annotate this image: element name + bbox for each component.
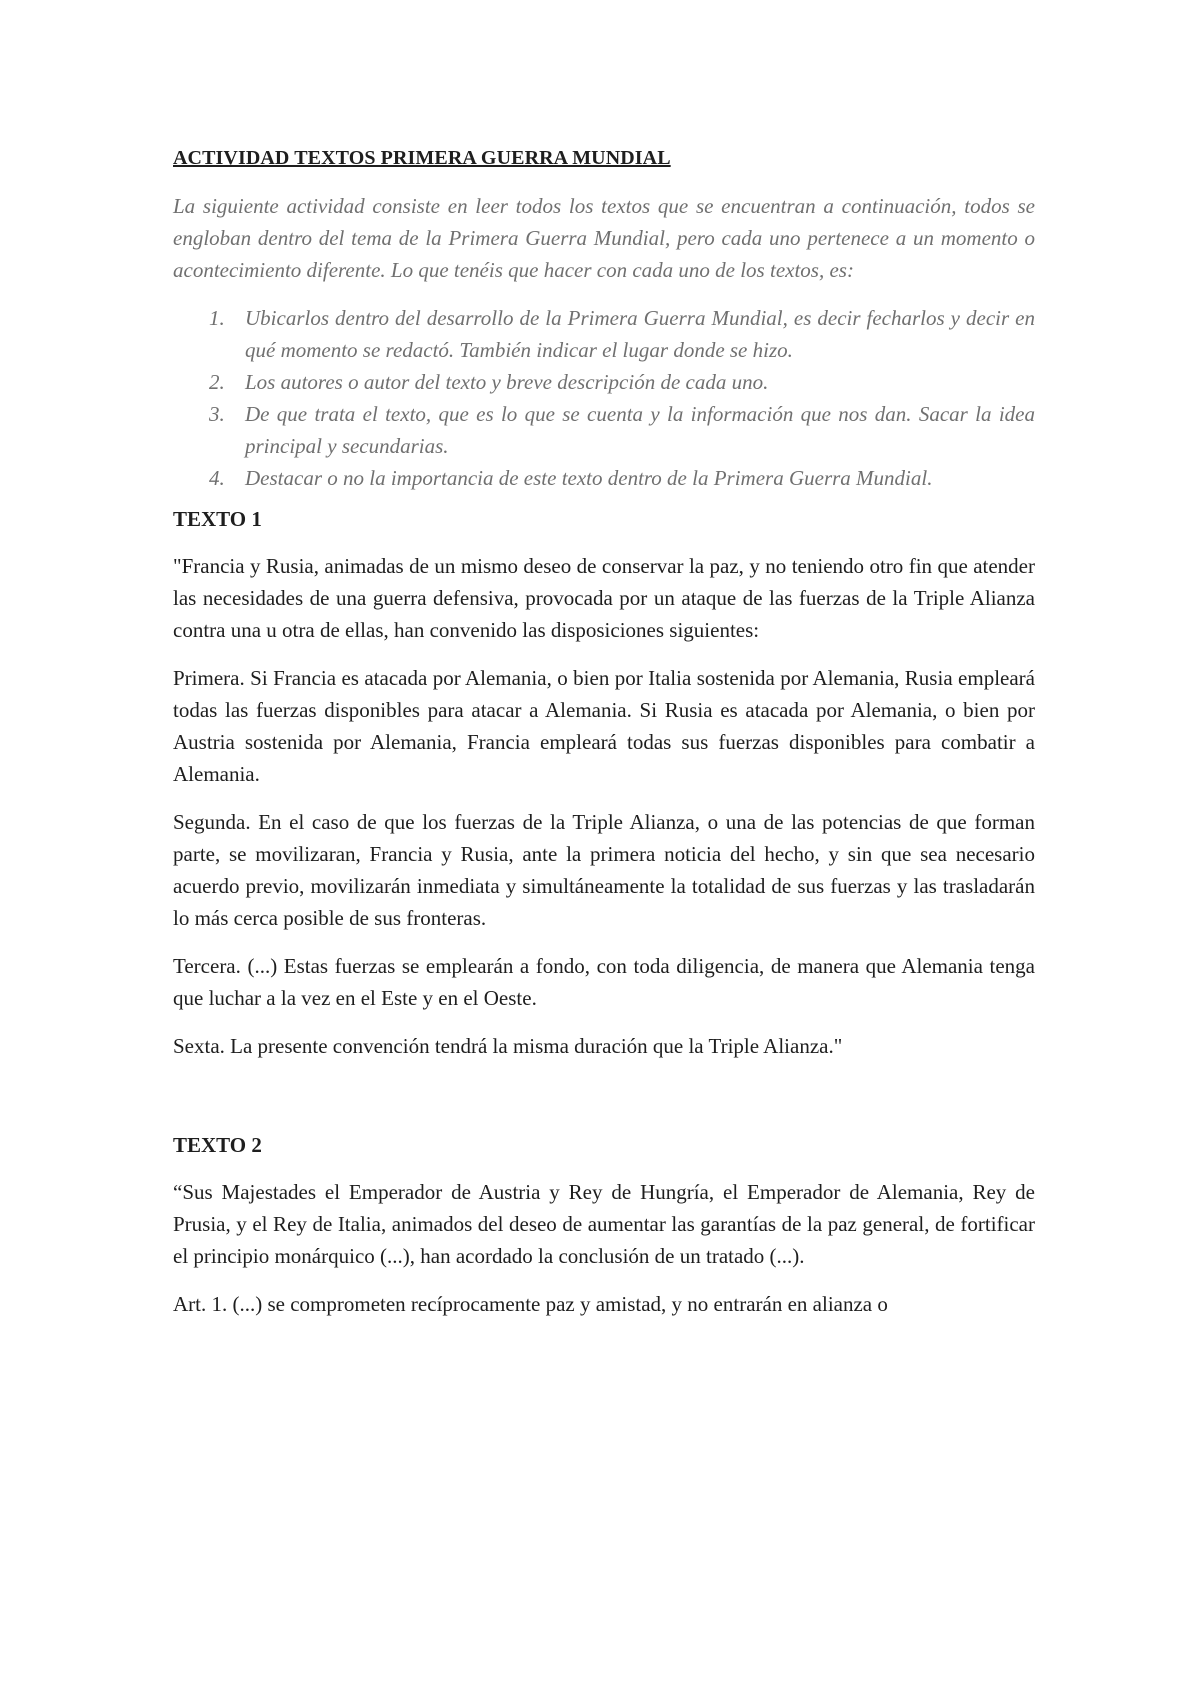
section-spacer <box>173 1078 1035 1124</box>
texto2-paragraph: “Sus Majestades el Emperador de Austria y Rey de Hungría, el Emperador de Alemania, Rey de Prusia, y el Rey de Italia, animados del deseo de aumentar las garantías de la paz general, de fortificar el principio monárquico (...), han acordado la conclusión de un tratado (...). <box>173 1180 1035 1268</box>
texto1-paragraph: "Francia y Rusia, animadas de un mismo deseo de conservar la paz, y no teniendo otro fin que atender las necesidades de una guerra defensiva, provocada por un ataque de las fuerzas de la Triple Alianza contra una u otra de ellas, han convenido las disposiciones siguientes: <box>173 554 1035 642</box>
list-item-text: Los autores o autor del texto y breve descripción de cada uno. <box>245 370 769 394</box>
list-item <box>209 462 1035 494</box>
list-item-text: De que trata el texto, que es lo que se cuenta y la información que nos dan. Sacar la idea principal y secundarias. <box>245 402 1035 458</box>
document-body <box>173 144 1035 1336</box>
list-item-text: Ubicarlos dentro del desarrollo de la Primera Guerra Mundial, es decir fecharlos y decir en qué momento se redactó. También indicar el lugar donde se hizo. <box>245 306 1035 362</box>
texto2-heading: TEXTO 2 <box>173 1133 262 1157</box>
list-item <box>209 398 1035 462</box>
texto1-paragraph: Tercera. (...) Estas fuerzas se emplearán a fondo, con toda diligencia, de manera que Alemania tenga que luchar a la vez en el Este y en el Oeste. <box>173 954 1035 1010</box>
list-item-number: 1. <box>209 306 225 330</box>
list-item-text: Destacar o no la importancia de este texto dentro de la Primera Guerra Mundial. <box>245 466 933 490</box>
list-item-number: 4. <box>209 466 225 490</box>
texto1-paragraph: Primera. Si Francia es atacada por Alemania, o bien por Italia sostenida por Alemania, Rusia empleará todas las fuerzas disponibles para atacar a Alemania. Si Rusia es atacada por Alemania, o bien por Austria sostenida por Alemania, Francia empleará todas sus fuerzas disponibles para combatir a Alemania. <box>173 666 1035 786</box>
document-title: ACTIVIDAD TEXTOS PRIMERA GUERRA MUNDIAL <box>173 147 671 169</box>
list-item-number: 3. <box>209 402 225 426</box>
texto2-paragraph: Art. 1. (...) se comprometen recíprocamente paz y amistad, y no entrarán en alianza o <box>173 1292 888 1316</box>
intro-paragraph: La siguiente actividad consiste en leer todos los textos que se encuentran a continuación, todos se engloban dentro del tema de la Primera Guerra Mundial, pero cada uno pertenece a un momento o acontecimiento diferente. Lo que tenéis que hacer con cada uno de los textos, es: <box>173 194 1035 282</box>
instructions-list <box>173 302 1035 494</box>
texto1-heading: TEXTO 1 <box>173 507 262 531</box>
list-item <box>209 366 1035 398</box>
list-item <box>209 302 1035 366</box>
list-item-number: 2. <box>209 370 225 394</box>
texto1-paragraph: Sexta. La presente convención tendrá la misma duración que la Triple Alianza." <box>173 1034 843 1058</box>
texto1-paragraph: Segunda. En el caso de que los fuerzas de la Triple Alianza, o una de las potencias de que forman parte, se movilizaran, Francia y Rusia, ante la primera noticia del hecho, y sin que sea necesario acuerdo previo, movilizarán inmediata y simultáneamente la totalidad de sus fuerzas y las trasladarán lo más cerca posible de sus fronteras. <box>173 810 1035 930</box>
